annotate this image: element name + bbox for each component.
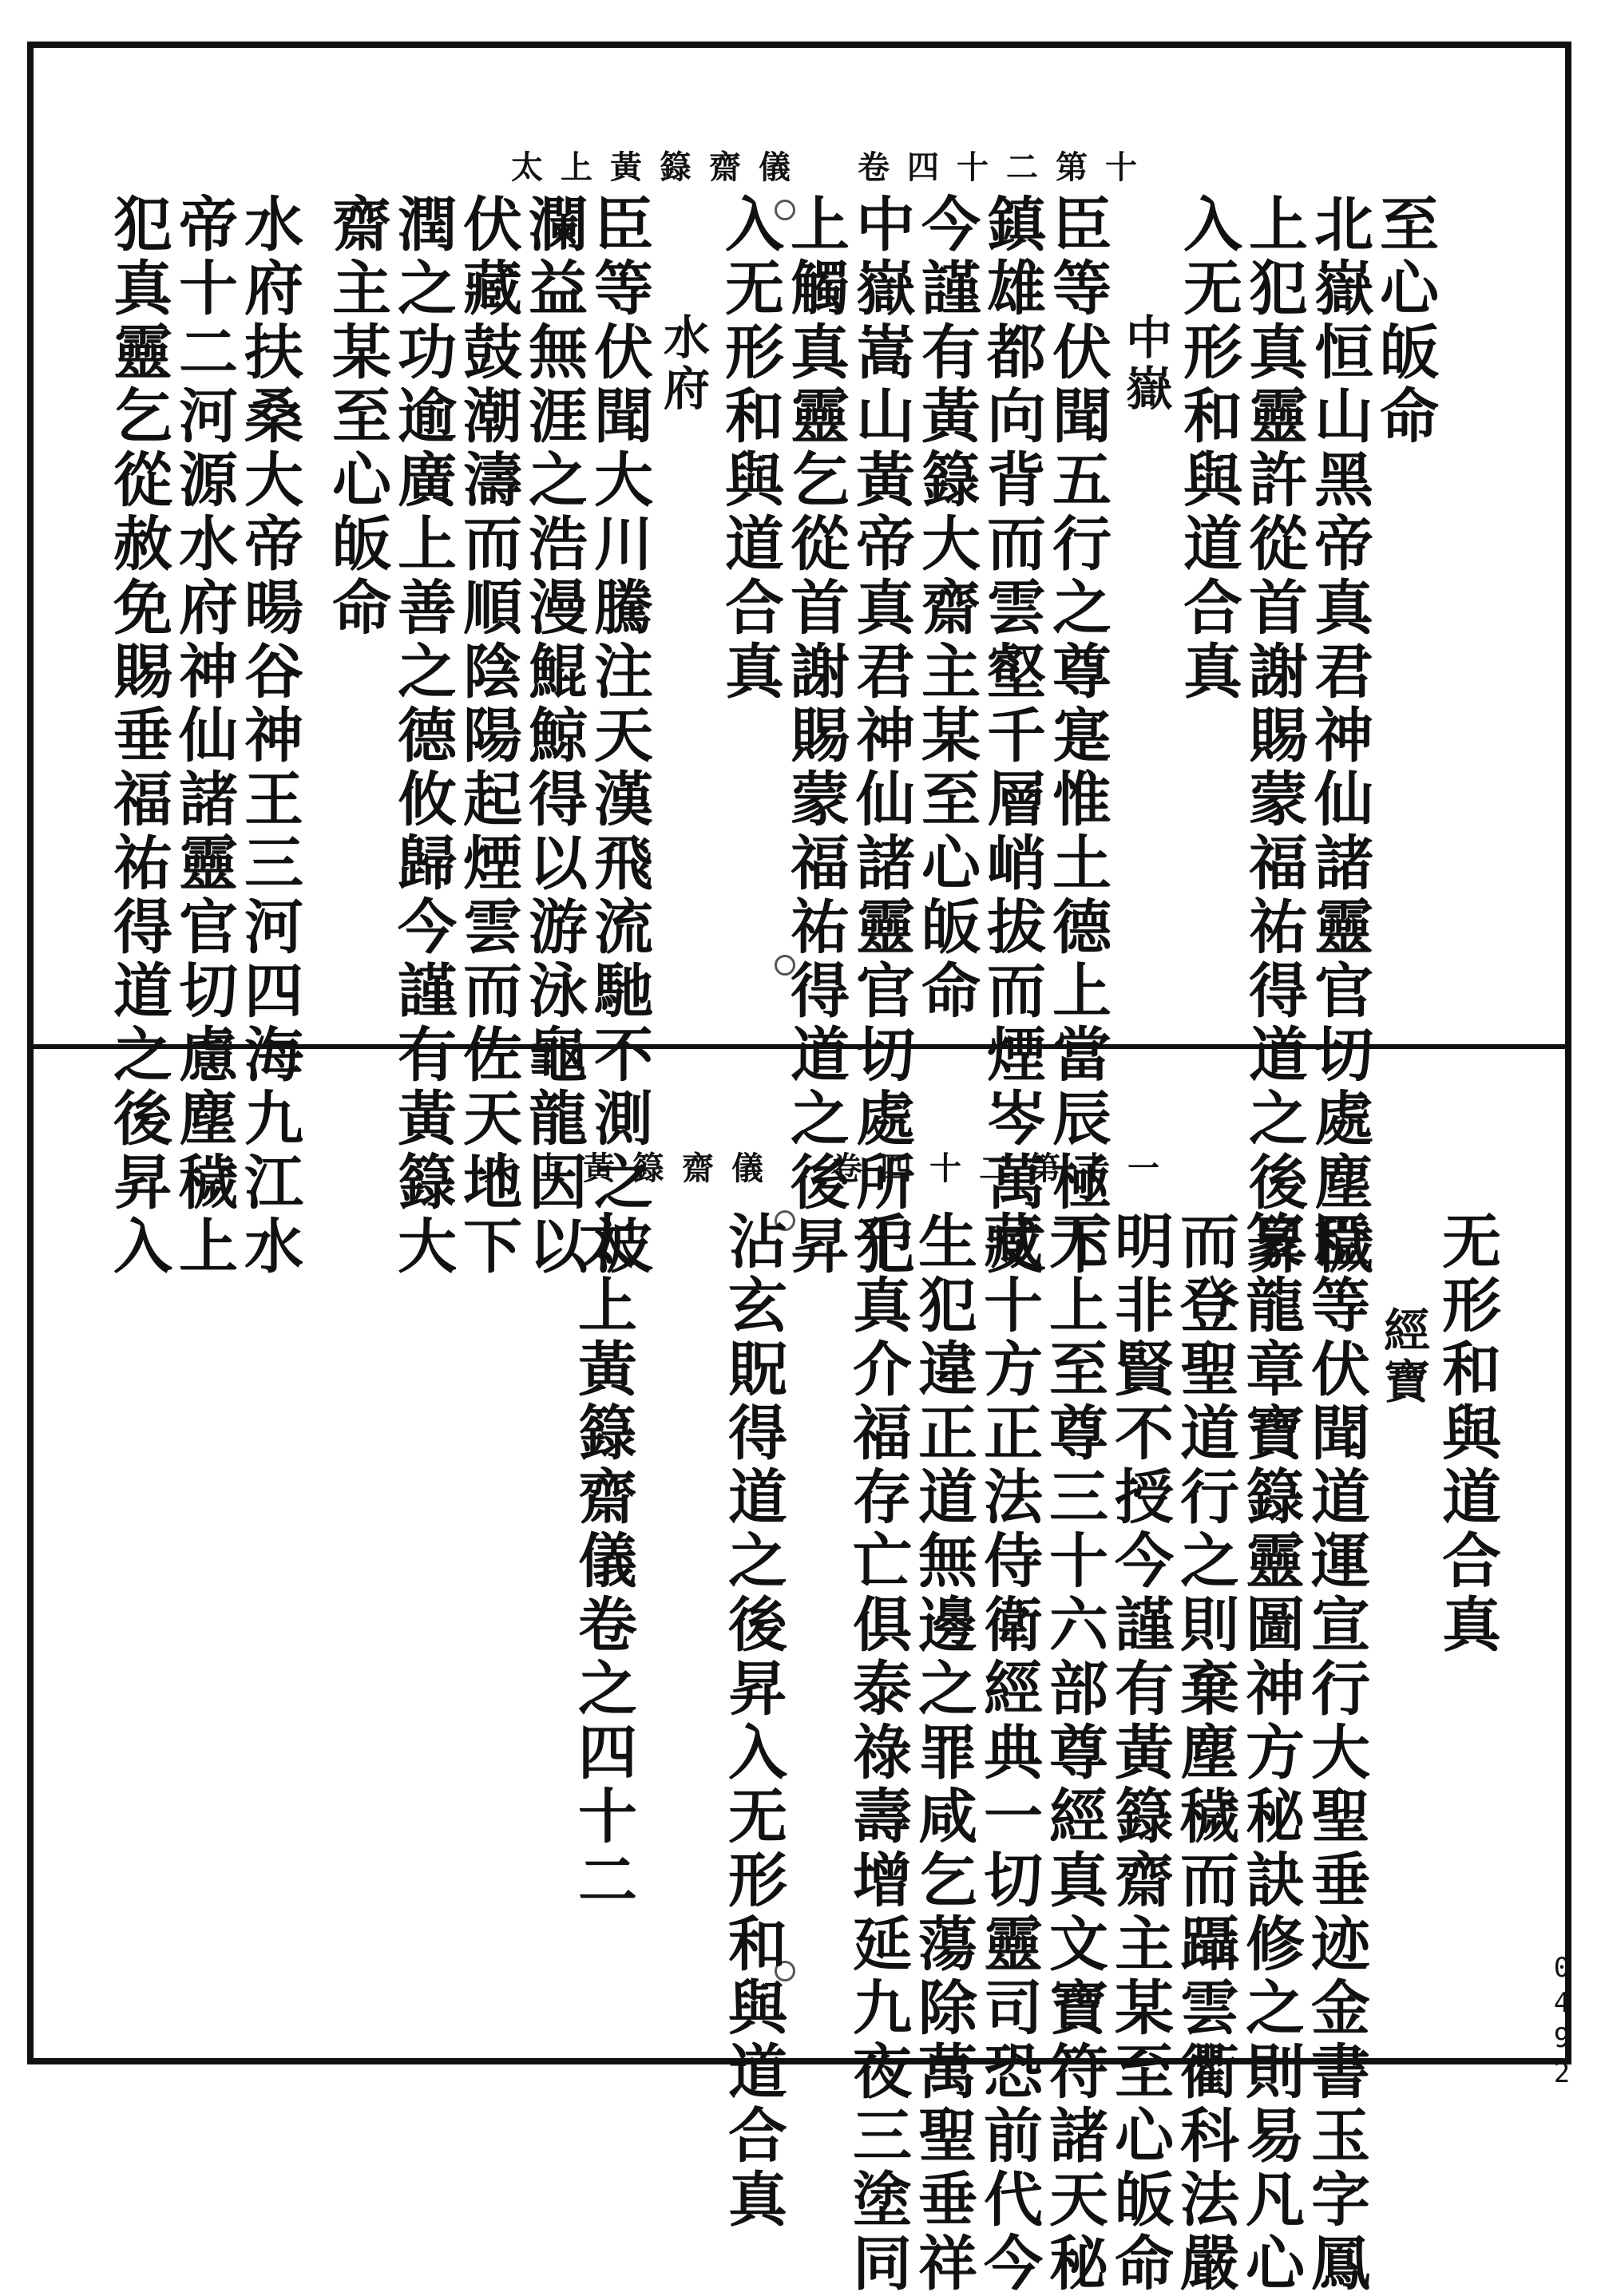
bottom-col-6: 明非賢不授今謹有黃籙齋主某至心皈命 (1105, 1210, 1174, 2296)
top-col-2: 北嶽恒山黑帝真君神仙諸靈官切處塵穢 (1305, 193, 1373, 1279)
top-col-7: 鎮雄都向背而雲壑千層峭拔而煙岑萬丈 (977, 193, 1046, 1279)
top-col-14: 瀾益無涯之浩漫鯤鯨得以游泳龜龍因以 (519, 193, 588, 1279)
top-col-6: 臣等伏聞五行之尊寔惟土德上當辰極下 (1043, 193, 1112, 1279)
bottom-col-end-title: 太上黃籙齋儀卷之四十二 (569, 1210, 637, 1913)
top-col-heading-zhongyue: 中嶽 (1118, 313, 1172, 415)
top-col-8: 今謹有黃籙大齋主某至心皈命 (912, 193, 981, 1023)
top-col-heading-shuifu: 水府 (656, 313, 710, 415)
bottom-col-heading-jingbao: 經寶 (1376, 1306, 1430, 1408)
top-col-16: 潤之功逾廣上善之德攸歸今謹有黃籙大 (388, 193, 457, 1279)
top-col-10: 上觸真靈乞從首謝賜蒙福祐得道之後昇 (781, 193, 850, 1279)
top-col-15: 伏藏鼓潮濤而順陰陽起煙雲而佐天地下 (454, 193, 522, 1279)
bottom-col-11: 沾玄貺得道之後昇入无形和與道合真 (719, 1210, 787, 2232)
bottom-col-7: 无上至尊三十六部尊經真文寶符諸天秘 (1040, 1210, 1108, 2296)
bottom-running-header: 太上黃籙齋儀 卷四十二第十一 (484, 1150, 1177, 1187)
top-col-18: 水府扶桑大帝暘谷神王三河四海九江水 (235, 193, 303, 1279)
bottom-col-8: 藏十方正法侍衛經典一切靈司恐前代今 (974, 1210, 1043, 2296)
bottom-col-9: 生犯違正道無邊之罪咸乞蕩除萬聖垂祥 (909, 1210, 977, 2296)
top-col-4: 入无形和與道合真 (1174, 193, 1242, 704)
top-col-11: 入无形和與道合真 (715, 193, 784, 704)
bottom-col-4: 篆龍章寶籙靈圖神方秘訣修之則易凡心 (1236, 1210, 1305, 2296)
page-number: 0492 (1546, 1952, 1578, 2092)
bottom-col-5: 而登聖道行之則棄塵穢而躡雲衢科法嚴 (1171, 1210, 1239, 2296)
bottom-col-3: 臣等伏聞道運宣行大聖垂迹金書玉字鳳 (1302, 1210, 1370, 2296)
top-col-17: 齋主某至心皈命 (323, 193, 391, 640)
top-col-13: 臣等伏聞大川騰注天漢飛流馳不測之波 (585, 193, 653, 1279)
binding-hole-mark (775, 955, 795, 976)
top-col-3: 上犯真靈許從首謝賜蒙福祐得道之後昇 (1239, 193, 1308, 1279)
bottom-col-10: 千真介福存亡俱泰祿壽增延九夜三塗同 (843, 1210, 912, 2296)
bottom-col-1: 无形和與道合真 (1433, 1210, 1501, 1657)
top-col-9: 中嶽嵩山黃帝真君神仙諸靈官切處所犯 (846, 193, 915, 1279)
binding-hole-mark (775, 200, 795, 220)
top-running-header: 太上黃籙齋儀 卷四十二第十 (511, 148, 1155, 186)
top-col-20: 犯真靈乞從赦免賜垂福祐得道之後昇入 (104, 193, 172, 1279)
top-col-1: 至心皈命 (1370, 193, 1439, 449)
top-col-19: 帝十二河源水府神仙諸靈官切慮塵穢上 (169, 193, 238, 1279)
